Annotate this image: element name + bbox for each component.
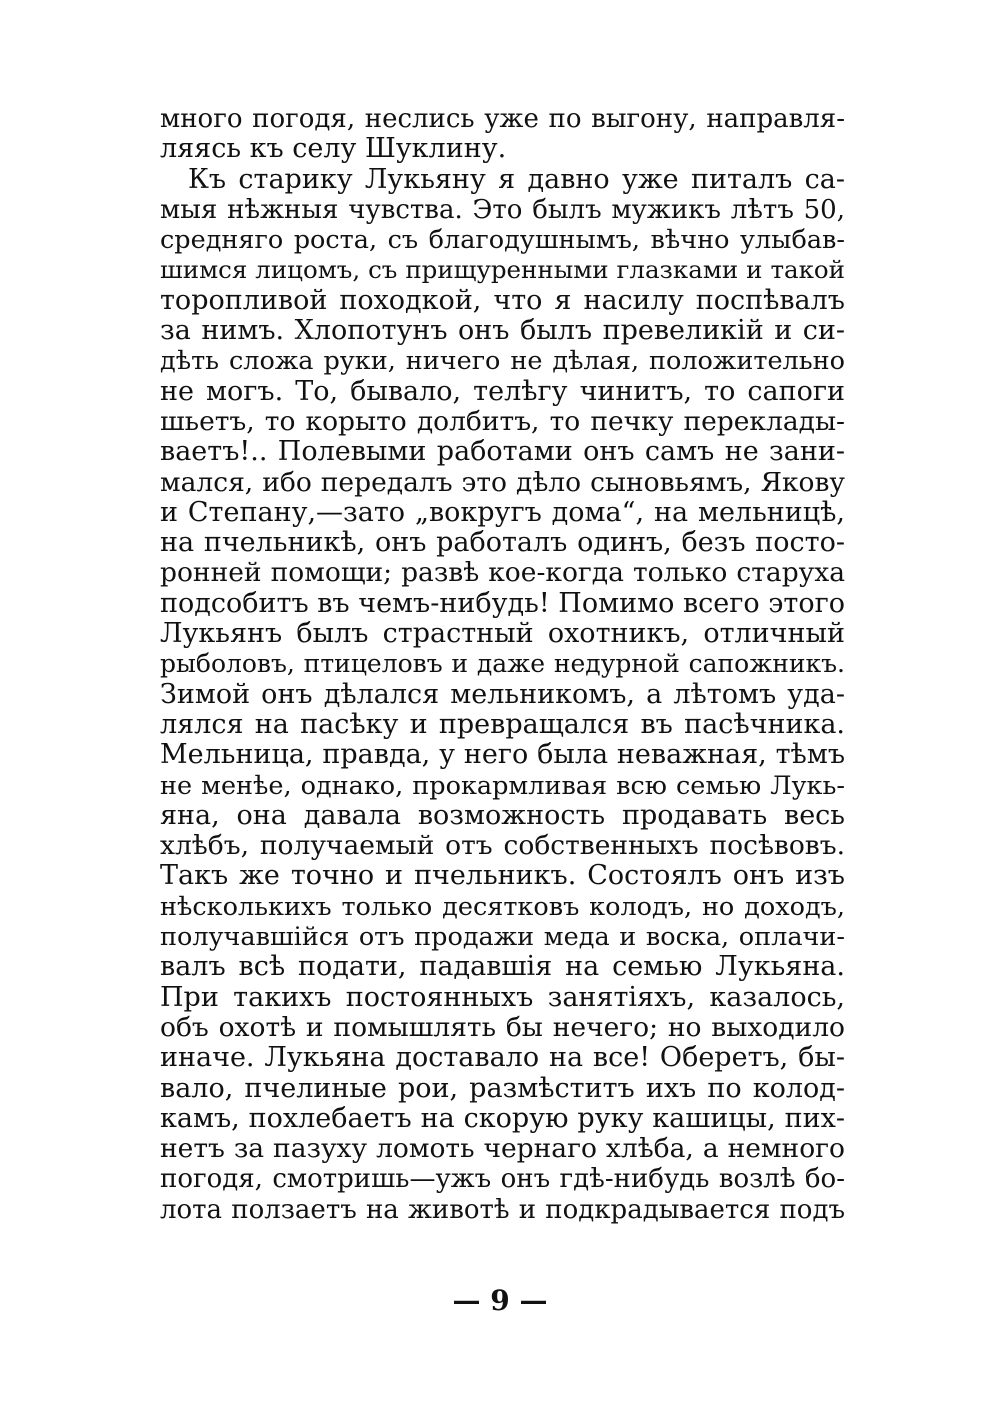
text-line: ронней помощи; развѣ кое-когда только старуха — [160, 557, 845, 589]
text-line: ляясь къ селу Шуклину. — [160, 133, 507, 165]
text-line: погодя, смотришь—ужъ онъ гдѣ-нибудь возлѣ бо- — [160, 1164, 845, 1195]
text-line: вало, пчелиные рои, размѣститъ ихъ по колод- — [160, 1072, 845, 1104]
text-line: средняго роста, съ благодушнымъ, вѣчно улыбав- — [160, 225, 845, 256]
text-line: торопливой походкой, что я насилу поспѣвалъ — [160, 284, 845, 316]
text-line: объ охотѣ и помышлять бы нечего; но выходило — [160, 1011, 845, 1043]
text-line: иначе. Лукьяна доставало на все! Оберетъ, бы- — [160, 1042, 845, 1074]
text-line: При такихъ постоянныхъ занятіяхъ, казалось, — [160, 981, 845, 1013]
text-line: нѣсколькихъ только десятковъ колодъ, но доходъ, — [160, 891, 845, 922]
text-line: Мельница, правда, у него была неважная, тѣмъ — [160, 739, 845, 771]
text-line: мался, ибо передалъ это дѣло сыновьямъ, Якову — [160, 466, 845, 498]
text-line: за нимъ. Хлопотунъ онъ былъ превеликій и си- — [160, 315, 845, 347]
text-line: валъ всѣ подати, падавшія на семью Лукьяна. — [160, 951, 845, 983]
text-line: получавшійся отъ продажи меда и воска, оплачи- — [160, 922, 845, 953]
text-line: и Степану,—зато „вокругъ дома“, на мельницѣ, — [160, 496, 845, 528]
page-number: — 9 — — [452, 1284, 548, 1317]
text-line: лота ползаетъ на животѣ и подкрадывается подъ — [160, 1194, 845, 1225]
text-line: Зимой онъ дѣлался мельникомъ, а лѣтомъ уда- — [160, 678, 845, 710]
text-line: хлѣбъ, получаемый отъ собственныхъ посѣвовъ. — [160, 830, 845, 862]
text-line: шимся лицомъ, съ прищуренными глазками и такой — [160, 255, 845, 285]
text-line: дѣть сложа руки, ничего не дѣлая, положительно — [160, 346, 845, 377]
text-line: Къ старику Лукьяну я давно уже питалъ са- — [188, 163, 845, 195]
text-line: ваетъ!.. Полевыми работами онъ самъ не зани- — [160, 436, 845, 468]
text-line: мыя нѣжныя чувства. Это былъ мужикъ лѣтъ 50, — [160, 194, 845, 225]
text-line: подсобитъ въ чемъ-нибудь! Помимо всего этого — [160, 587, 845, 619]
text-line: нетъ за пазуху ломоть чернаго хлѣба, а немного — [160, 1133, 845, 1165]
text-line: лялся на пасѣку и превращался въ пасѣчника. — [160, 708, 845, 740]
text-line: яна, она давала возможность продавать весь — [160, 799, 845, 831]
text-line: на пчельникѣ, онъ работалъ одинъ, безъ посто- — [160, 527, 845, 559]
text-line: не менѣе, однако, прокармливая всю семью Лукь- — [160, 770, 845, 801]
text-line: много погодя, неслись уже по выгону, направля- — [160, 104, 845, 134]
text-line: Лукьянъ былъ страстный охотникъ, отличный — [160, 618, 845, 650]
text-line: рыболовъ, птицеловъ и даже недурной сапожникъ. — [160, 649, 845, 679]
body-text — [160, 104, 845, 1225]
text-line: камъ, похлебаетъ на скорую руку кашицы, пих- — [160, 1102, 845, 1134]
text-line: шьетъ, то корыто долбитъ, то печку переклады- — [160, 405, 845, 437]
text-line: Такъ же точно и пчельникъ. Состоялъ онъ изъ — [160, 860, 845, 892]
text-line: не могъ. То, бывало, телѣгу чинитъ, то сапоги — [160, 375, 845, 407]
